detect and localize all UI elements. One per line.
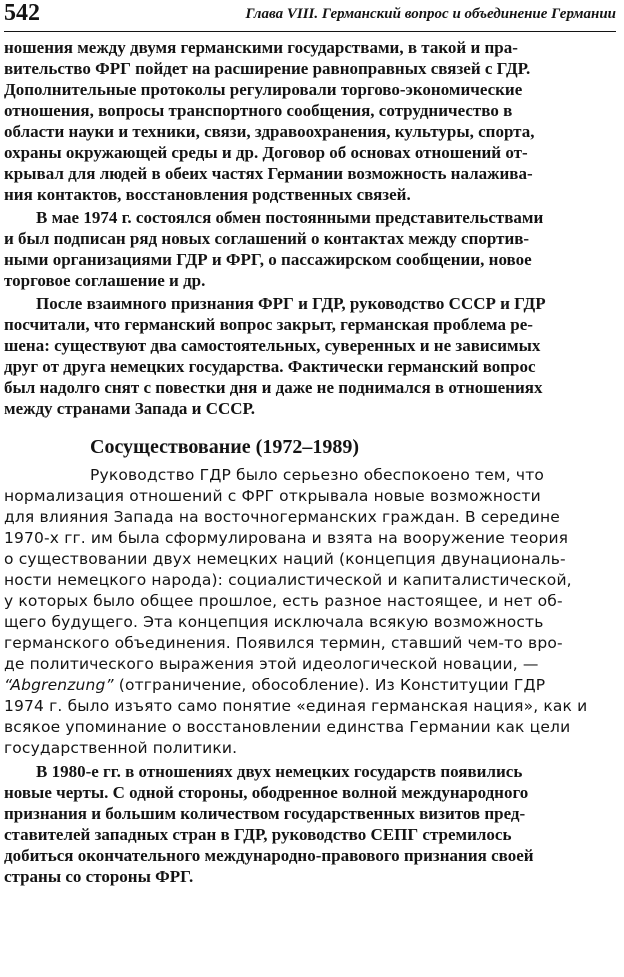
text-line: В мае 1974 г. состоялся обмен постоянными представительствами — [36, 208, 544, 227]
text-line: ния контактов, восстановления родственных связей. — [4, 185, 411, 204]
section-heading: Сосуществование (1972–1989) — [90, 436, 359, 458]
text-line: шена: существуют два самостоятельных, суверенных и не зависимых — [4, 336, 541, 355]
text-line: охраны окружающей среды и др. Договор об основах отношений от- — [4, 143, 528, 162]
text-line: между странами Запада и СССР. — [4, 399, 256, 418]
text-line: де политического выражения этой идеологической новации, — — [4, 655, 539, 673]
section-paragraph-1 — [4, 465, 616, 759]
page-number: 542 — [4, 0, 40, 26]
text-line: 1974 г. было изъято само понятие «единая германская нация», как и — [4, 697, 588, 715]
text-line: всякое упоминание о восстановлении единства Германии как цели — [4, 718, 571, 736]
text-line: был надолго снят с повестки дня и даже не поднимался в отношениях — [4, 378, 543, 397]
text-line: добиться окончательного международно-правового признания своей — [4, 846, 534, 865]
section-paragraph-2 — [4, 761, 616, 887]
paragraph-2 — [4, 207, 616, 291]
text-line: нормализация отношений с ФРГ открывала новые возможности — [4, 487, 541, 505]
text-line: области науки и техники, связи, здравоохранения, культуры, спорта, — [4, 122, 535, 141]
header-rule — [4, 31, 616, 32]
text-line: Руководство ГДР было серьезно обеспокоено тем, что — [90, 466, 545, 484]
text-line: друг от друга немецких государства. Фактически германский вопрос — [4, 357, 536, 376]
text-line: отношения, вопросы транспортного сообщения, сотрудничество в — [4, 101, 513, 120]
text-line: посчитали, что германский вопрос закрыт, германская проблема ре- — [4, 315, 533, 334]
text-line: вительство ФРГ пойдет на расширение равноправных связей с ГДР. — [4, 59, 531, 78]
running-title: Глава VIII. Германский вопрос и объединение Германии — [245, 6, 616, 22]
book-page — [4, 0, 616, 977]
text-line: После взаимного признания ФРГ и ГДР, руководство СССР и ГДР — [36, 294, 546, 313]
paragraph-3 — [4, 293, 616, 419]
text-line: Дополнительные протоколы регулировали торгово-экономические — [4, 80, 523, 99]
text-fragment: (отграничение, обособление). Из Конституции ГДР — [113, 676, 546, 694]
text-line: для влияния Запада на восточногерманских граждан. В середине — [4, 508, 560, 526]
text-line: новые черты. С одной стороны, ободренное волной международного — [4, 783, 529, 802]
text-line: 1970-х гг. им была сформулирована и взята на вооружение теория — [4, 529, 569, 547]
text-line: ности немецкого народа): социалистической и капиталистической, — [4, 571, 572, 589]
paragraph-1 — [4, 37, 616, 205]
body-text — [4, 37, 616, 887]
text-line: о существовании двух немецких наций (концепция двунациональ- — [4, 550, 566, 568]
text-line: германского объединения. Появился термин, ставший чем-то вро- — [4, 634, 563, 652]
text-line: страны со стороны ФРГ. — [4, 867, 194, 886]
text-line: и был подписан ряд новых соглашений о контактах между спортив- — [4, 229, 530, 248]
text-line: ставителей западных стран в ГДР, руководство СЕПГ стремилось — [4, 825, 512, 844]
term-abgrenzung: “Abgrenzung” — [4, 676, 114, 694]
text-line: у которых было общее прошлое, есть разное настоящее, и нет об- — [4, 592, 563, 610]
running-head — [4, 0, 616, 30]
text-line: В 1980-е гг. в отношениях двух немецких государств появились — [36, 762, 523, 781]
text-line: признания и большим количеством государственных визитов пред- — [4, 804, 526, 823]
text-line: крывал для людей в обеих частях Германии возможность налажива- — [4, 164, 533, 183]
text-line: щего будущего. Эта концепция исключала всякую возможность — [4, 613, 544, 631]
text-line: ношения между двумя германскими государствами, в такой и пра- — [4, 38, 518, 57]
text-line: ными организациями ГДР и ФРГ, о пассажирском сообщении, новое — [4, 250, 532, 269]
text-line: торговое соглашение и др. — [4, 271, 206, 290]
text-line: государственной политики. — [4, 739, 238, 757]
text-line — [4, 675, 616, 696]
